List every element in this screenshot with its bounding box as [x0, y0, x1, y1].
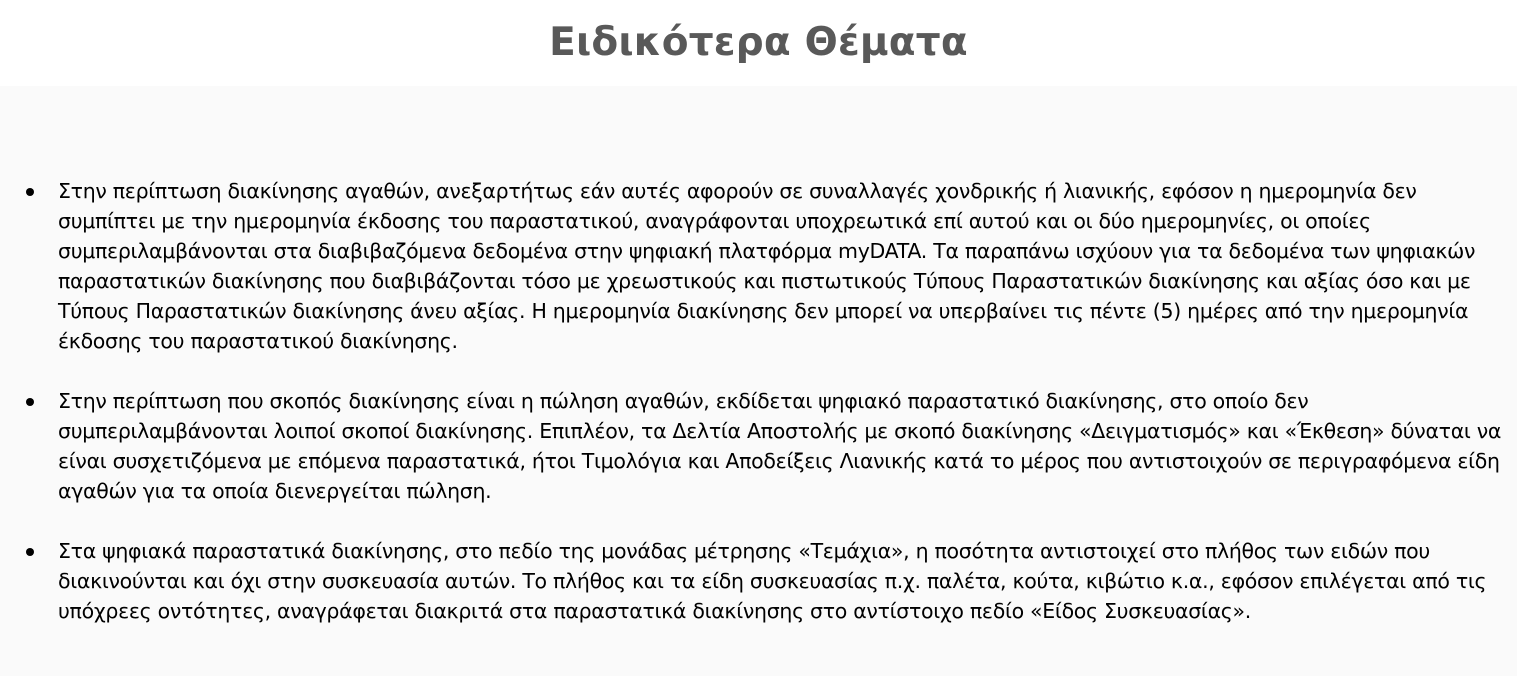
bullet-icon: [26, 548, 34, 556]
list-item: [24, 176, 1516, 356]
bullet-icon: [26, 188, 34, 196]
bullet-text: Στην περίπτωση που σκοπός διακίνησης είναι η πώληση αγαθών, εκδίδεται ψηφιακό παραστατικό διακίνησης, στο οποίο δεν συμπεριλαμβάνονται λοιποί σκοποί διακίνησης. Επιπλέον, τα Δελτία Αποστολής με σκοπό διακίνησης «Δειγματισμός» και «Έκθεση» δύναται να είναι συσχετιζόμενα με επόμενα παραστατικά, ήτοι Τιμολόγια και Αποδείξεις Λιανικής κατά το μέρος που αντιστοιχούν σε περιγραφόμενα είδη αγαθών για τα οποία διενεργείται πώληση.: [58, 389, 1502, 503]
list-item: [24, 536, 1516, 626]
page-title: Ειδικότερα Θέματα: [549, 20, 968, 65]
bullet-list: [24, 176, 1516, 656]
bullet-icon: [26, 398, 34, 406]
bullet-text: Στα ψηφιακά παραστατικά διακίνησης, στο πεδίο της μονάδας μέτρησης «Τεμάχια», η ποσότητα αντιστοιχεί στο πλήθος των ειδών που διακινούνται και όχι στην συσκευασία αυτών. Το πλήθος και τα είδη συσκευασίας π.χ. παλέτα, κούτα, κιβώτιο κ.α., εφόσον επιλέγεται από τις υπόχρεες οντότητες, αναγράφεται διακριτά στα παραστατικά διακίνησης στο αντίστοιχο πεδίο «Είδος Συσκευασίας».: [58, 539, 1487, 623]
list-item: [24, 386, 1516, 506]
bullet-text: Στην περίπτωση διακίνησης αγαθών, ανεξαρτήτως εάν αυτές αφορούν σε συναλλαγές χονδρικής ή λιανικής, εφόσον η ημερομηνία δεν συμπίπτει με την ημερομηνία έκδοσης του παραστατικού, αναγράφονται υποχρεωτικά επί αυτού και οι δύο ημερομηνίες, οι οποίες συμπεριλαμβάνονται στα διαβιβαζόμενα δεδομένα στην ψηφιακή πλατφόρμα myDATA. Τα παραπάνω ισχύουν για τα δεδομένα των ψηφιακών παραστατικών διακίνησης που διαβιβάζονται τόσο με χρεωστικούς και πιστωτικούς Τύπους Παραστατικών διακίνησης και αξίας όσο και με Τύπους Παραστατικών διακίνησης άνευ αξίας. Η ημερομηνία διακίνησης δεν μπορεί να υπερβαίνει τις πέντε (5) ημέρες από την ημερομηνία έκδοσης του παραστατικού διακίνησης.: [58, 179, 1476, 353]
